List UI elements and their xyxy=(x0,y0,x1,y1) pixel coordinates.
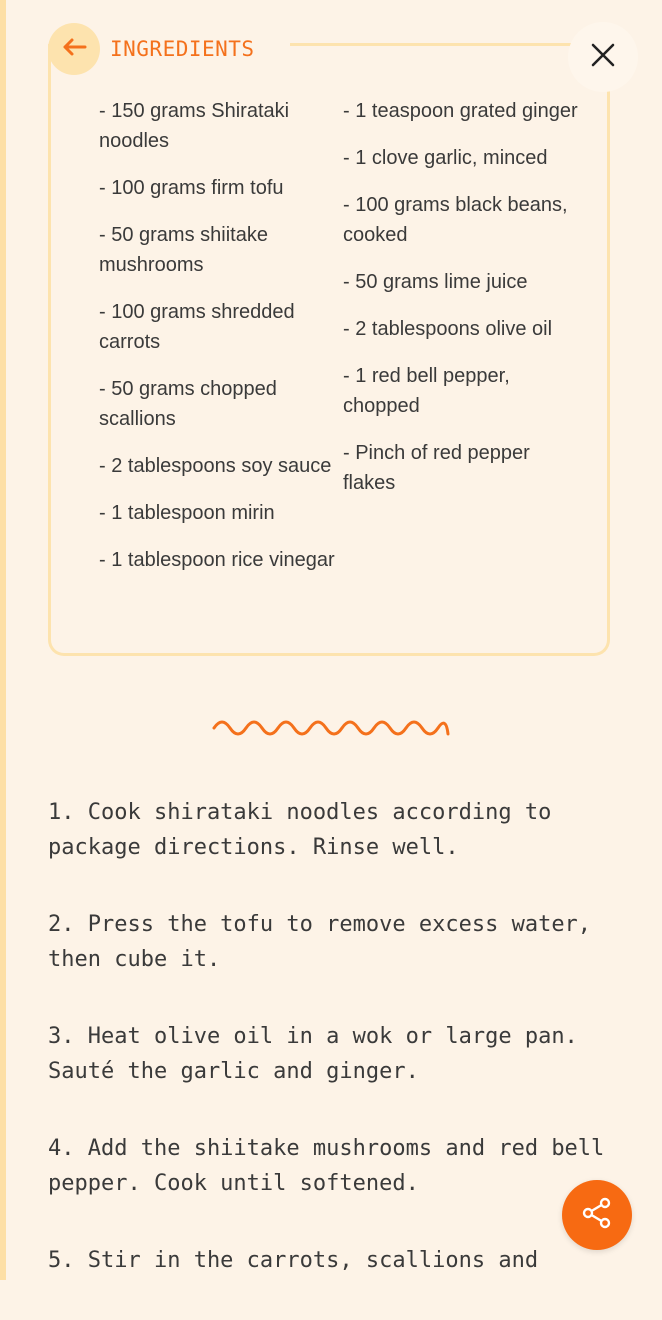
page-title: INGREDIENTS xyxy=(110,37,255,61)
ingredient-item: - 100 grams black beans, cooked xyxy=(343,194,568,246)
ingredient-item: - 1 tablespoon mirin xyxy=(99,502,275,524)
ingredient-item: - 1 clove garlic, minced xyxy=(343,147,548,169)
ingredients-header xyxy=(48,22,255,76)
ingredient-item: - 150 grams Shirataki noodles xyxy=(99,100,290,152)
arrow-left-icon xyxy=(61,37,87,62)
ingredient-item: - 2 tablespoons olive oil xyxy=(343,318,553,340)
ingredient-item: - 50 grams lime juice xyxy=(343,271,528,293)
close-icon xyxy=(591,43,615,72)
left-edge-stripe xyxy=(0,0,6,1280)
wavy-divider xyxy=(212,714,452,749)
ingredient-item: - 1 tablespoon rice vinegar xyxy=(99,549,335,571)
instruction-step: 5. Stir in the carrots, scallions and xyxy=(48,1248,539,1273)
instruction-step: 2. Press the tofu to remove excess water, then cube it. xyxy=(48,912,592,972)
header-divider-line xyxy=(290,43,580,46)
instruction-step: 1. Cook shirataki noodles according to package directions. Rinse well. xyxy=(48,800,552,860)
instructions-list xyxy=(48,795,638,1320)
ingredients-list-left xyxy=(99,96,339,592)
ingredient-item: - 1 teaspoon grated ginger xyxy=(343,100,578,122)
ingredient-item: - 1 red bell pepper, chopped xyxy=(343,365,510,417)
share-button[interactable] xyxy=(562,1180,632,1250)
ingredient-item: - 2 tablespoons soy sauce xyxy=(99,455,332,477)
close-button[interactable] xyxy=(568,22,638,92)
back-button[interactable] xyxy=(48,23,100,75)
instruction-step: 3. Heat olive oil in a wok or large pan. Sauté the garlic and ginger. xyxy=(48,1024,578,1084)
ingredient-item: - 100 grams firm tofu xyxy=(99,177,284,199)
ingredient-item: - Pinch of red pepper flakes xyxy=(343,442,530,494)
share-icon xyxy=(581,1197,613,1234)
ingredient-item: - 50 grams shiitake mushrooms xyxy=(99,224,268,276)
ingredient-item: - 50 grams chopped scallions xyxy=(99,378,277,430)
ingredients-list-right xyxy=(343,96,583,515)
instruction-step: 4. Add the shiitake mushrooms and red bell pepper. Cook until softened. xyxy=(48,1136,605,1196)
ingredient-item: - 100 grams shredded carrots xyxy=(99,301,295,353)
